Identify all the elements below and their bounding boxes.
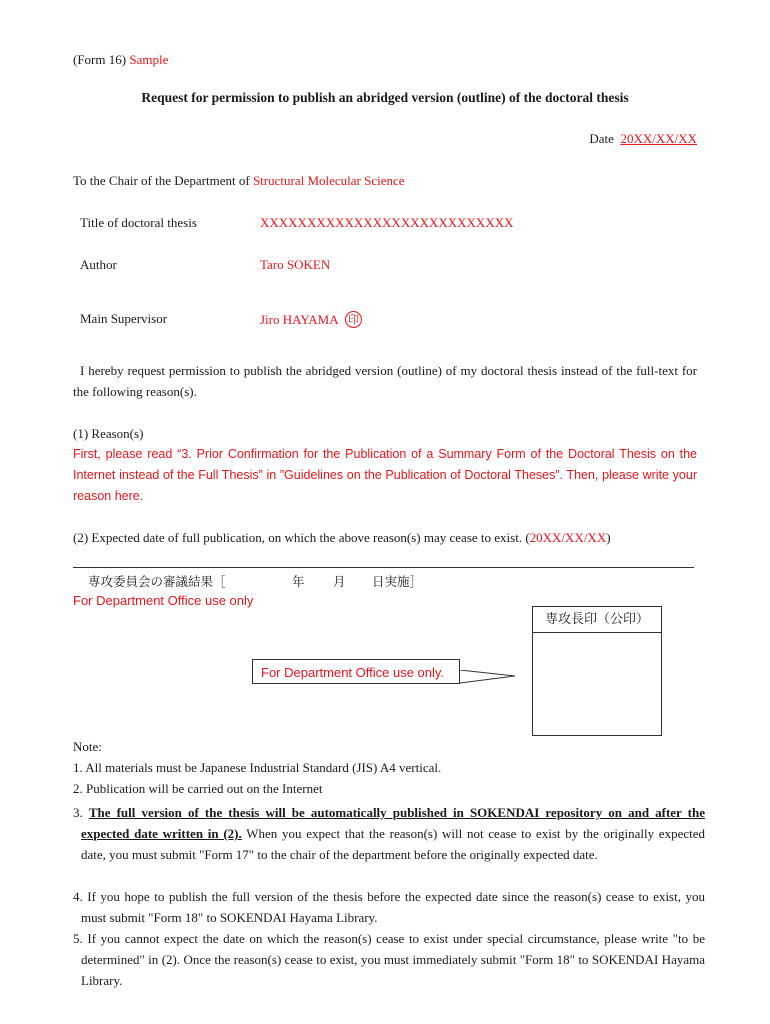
supervisor-value[interactable]: Jiro HAYAMA — [260, 312, 338, 327]
thesis-title-label: Title of doctoral thesis — [80, 215, 197, 230]
review-year-label: 年 — [292, 574, 305, 589]
expected-date-value[interactable]: 20XX/XX/XX — [529, 530, 607, 545]
expected-date-line — [73, 530, 611, 546]
reasons-instruction[interactable]: First, please read “3. Prior Confirmation for the Publication of a Summary Form of the Doctoral Thesis on the Internet instead of the Full Thesis” in ”Guidelines on the Publication of Doctoral Theses”. Then, please write your reason here. — [73, 447, 697, 503]
note-item-3 — [73, 802, 705, 865]
department-head-stamp-box — [532, 606, 662, 736]
office-divider — [73, 567, 694, 568]
note-item-5: 5. If you cannot expect the date on which the reason(s) cease to exist under special circumstance, please write "to be determined" in (2). Once the reason(s) cease to exist, you must immediately submit "Form 18" to SOKENDAI Hayama Library. — [73, 931, 705, 988]
office-use-label: For Department Office use only — [73, 593, 254, 608]
office-use-callout: For Department Office use only. — [252, 659, 460, 684]
expected-date-close: ) — [606, 530, 611, 545]
supervisor-line — [260, 311, 362, 328]
reasons-heading: (1) Reason(s) — [73, 426, 144, 441]
request-paragraph: I hereby request permission to publish the abridged version (outline) of my doctoral thesis instead of the full-text for the following reason(s). — [73, 363, 697, 399]
note-item-2: 2. Publication will be carried out on the Internet — [73, 781, 323, 796]
date-line — [589, 131, 697, 147]
stamp-box-title: 専攻長印（公印） — [533, 607, 661, 633]
note-item-3-text: When you expect that the reason(s) will not cease to exist by the originally expected date, you must submit "Form 17" to the chair of the department before the originally expected date. — [81, 826, 705, 862]
callout-pointer-icon — [459, 670, 519, 684]
note-item-3-emphasis: The full version of the thesis will be automatically published in SOKENDAI repository on and after the expected date written in (2). — [81, 805, 706, 841]
note-item-1: 1. All materials must be Japanese Industrial Standard (JIS) A4 vertical. — [73, 760, 442, 775]
note-item-3-number: 3. — [73, 805, 83, 820]
notes-heading: Note: — [73, 739, 102, 754]
sample-label: Sample — [129, 52, 169, 67]
author-label: Author — [80, 257, 117, 272]
author-value[interactable]: Taro SOKEN — [260, 257, 331, 272]
addressee-line — [73, 173, 405, 189]
review-day-label: 日実施］ — [372, 574, 423, 589]
department-name[interactable]: Structural Molecular Science — [252, 173, 405, 188]
date-value[interactable]: 20XX/XX/XX — [620, 131, 697, 146]
expected-date-text: (2) Expected date of full publication, on which the above reason(s) may cease to exist. ( — [73, 530, 530, 545]
form-header — [73, 52, 168, 68]
supervisor-label: Main Supervisor — [80, 311, 168, 326]
addressee-prefix: To the Chair of the Department of — [73, 173, 250, 188]
review-month-label: 月 — [333, 574, 346, 589]
form-label: (Form 16) — [73, 52, 127, 67]
seal-stamp-icon: 印 — [345, 311, 362, 328]
thesis-title-value[interactable]: XXXXXXXXXXXXXXXXXXXXXXXXXXX — [260, 215, 514, 230]
page-title: Request for permission to publish an abridged version (outline) of the doctoral thesis — [141, 90, 629, 105]
note-item-4: 4. If you hope to publish the full version of the thesis before the expected date since the reason(s) cease to exist, you must submit "Form 18" to SOKENDAI Hayama Library. — [73, 889, 705, 925]
date-label: Date — [589, 131, 614, 146]
review-result-label: 専攻委員会の審議結果［ — [88, 574, 226, 589]
